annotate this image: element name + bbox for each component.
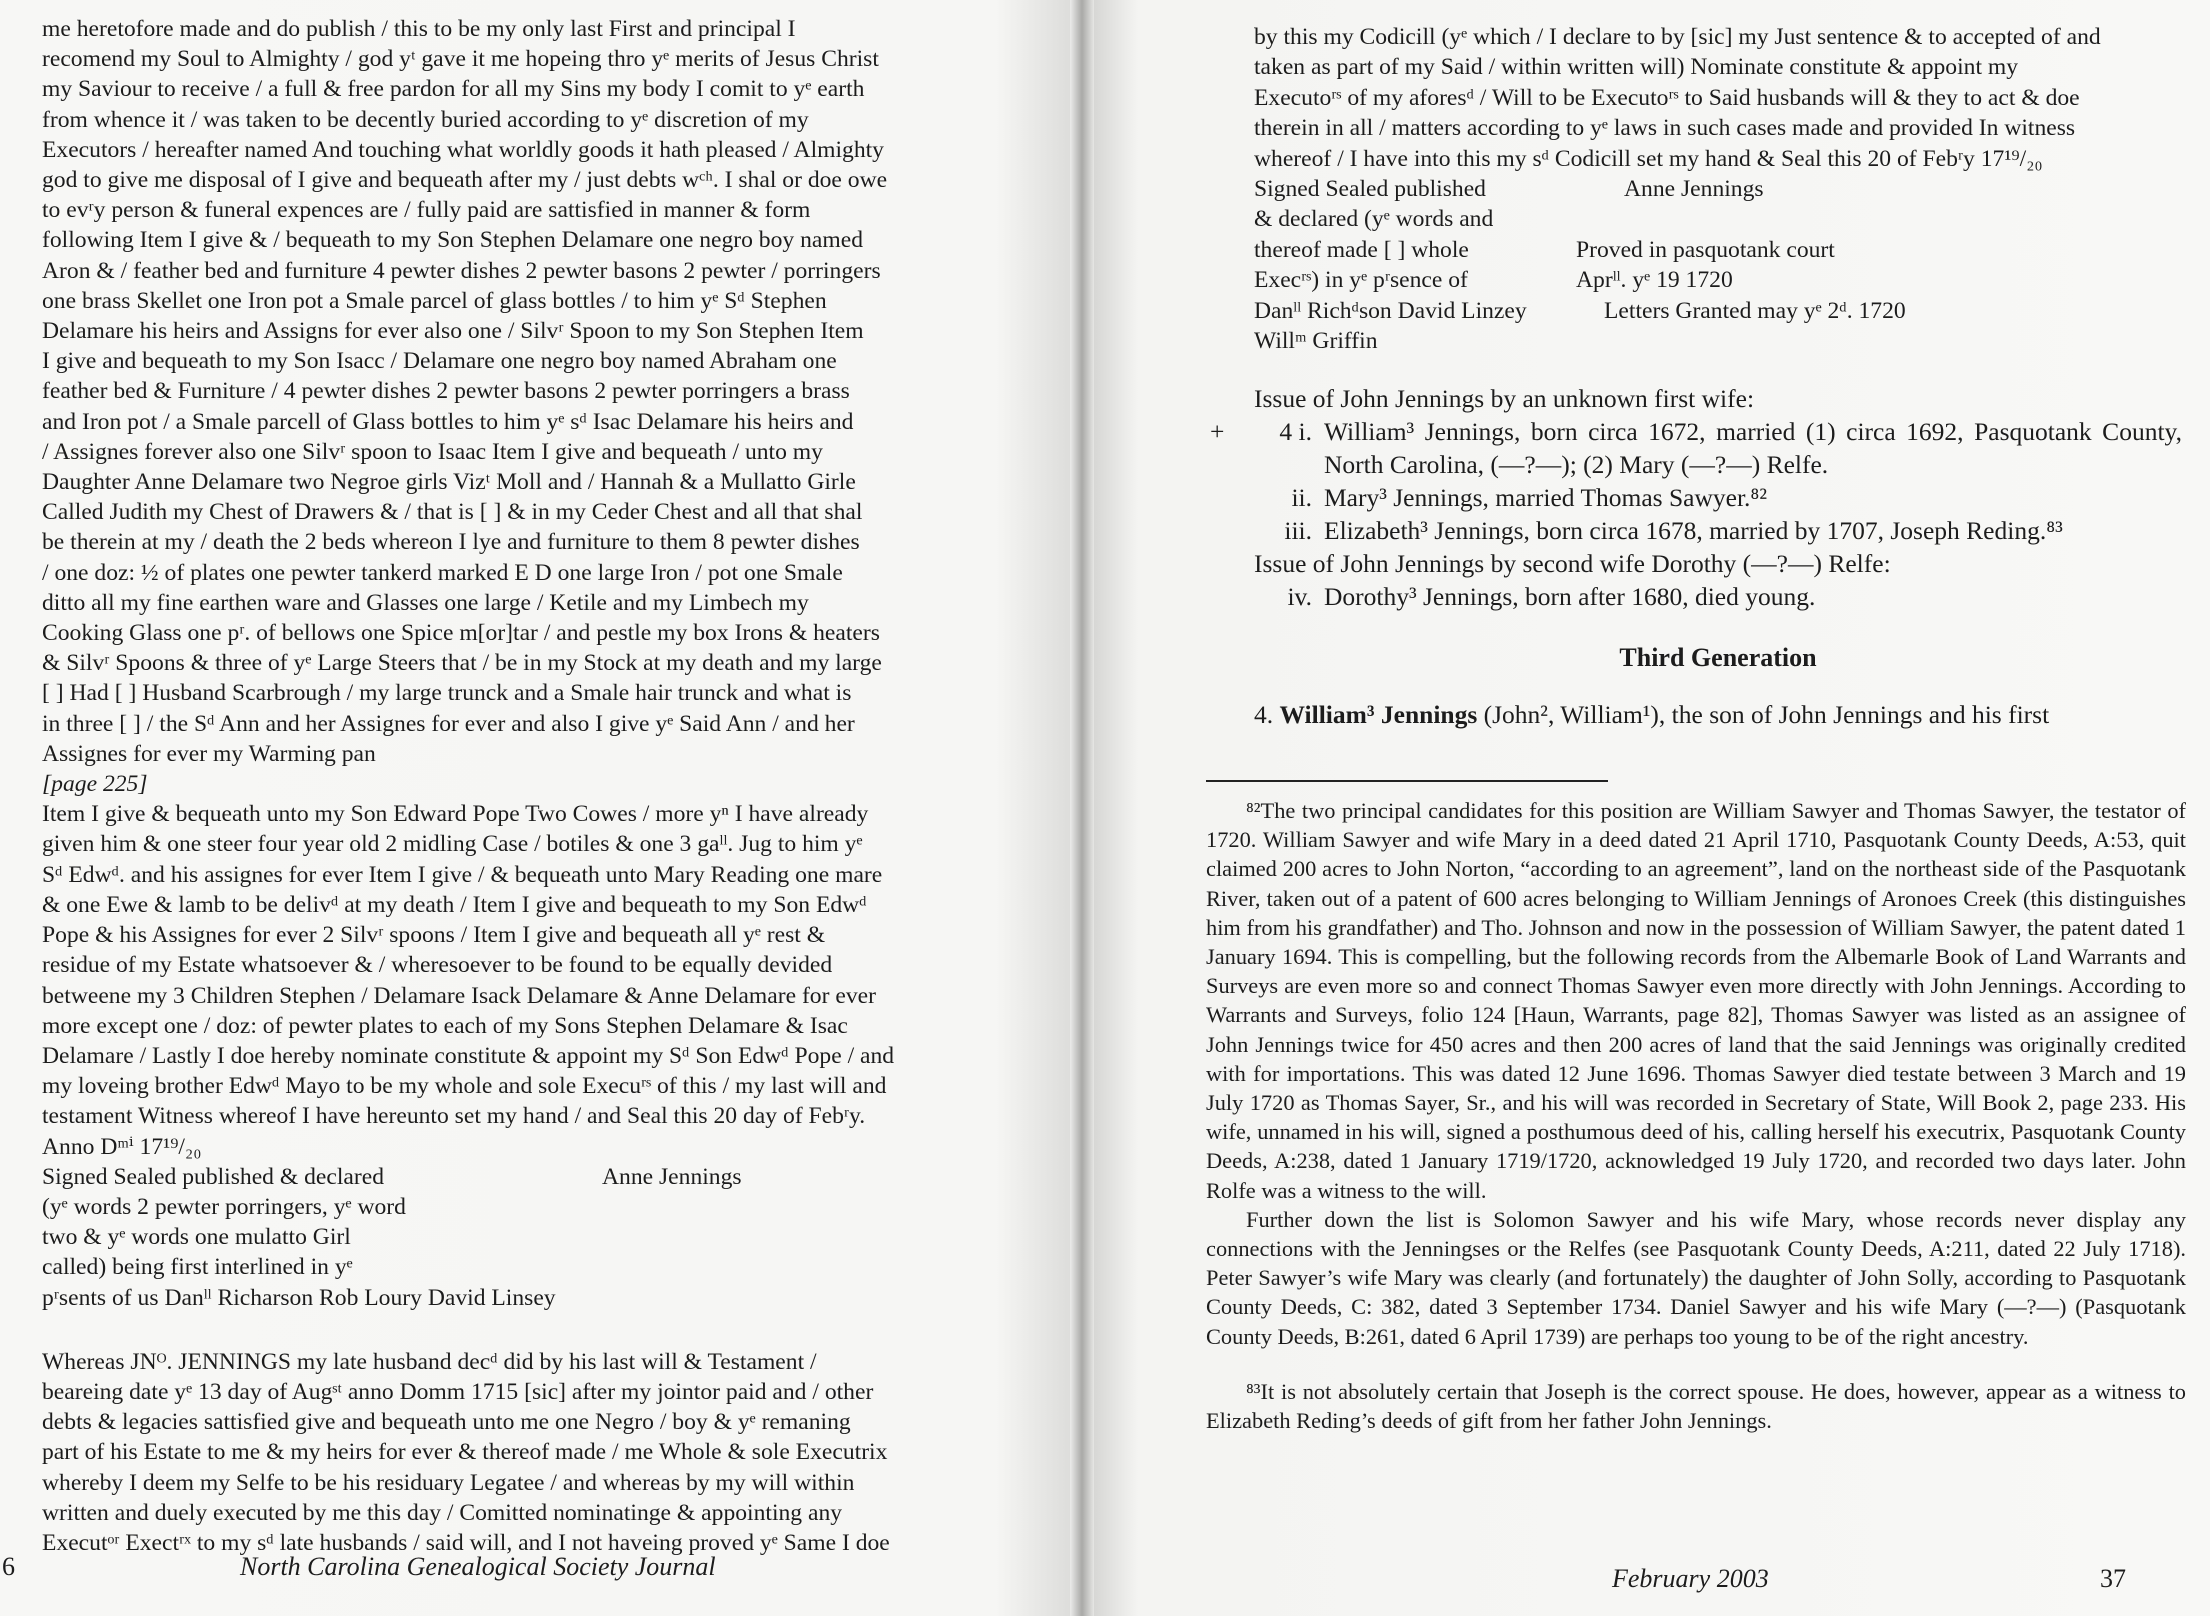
whereas-line: beareing date yᵉ 13 day of Augˢᵗ anno Domm 1715 [sic] after my jointor paid and / other <box>42 1378 874 1405</box>
will-line: in three [ ] / the Sᵈ Ann and her Assignes for ever and also I give yᵉ Said Ann / and her <box>42 710 855 737</box>
footnote-rule <box>1206 780 1608 782</box>
issue-item <box>1254 580 2182 613</box>
signature-block <box>42 1162 922 1313</box>
will-line: Delamare / Lastly I doe hereby nominate constitute & appoint my Sᵈ Son Edwᵈ Pope / and <box>42 1042 895 1069</box>
codicil-signature-grid <box>1254 174 2182 356</box>
whereas-line: Executᵒʳ Exectʳˣ to my sᵈ late husbands / said will, and I not haveing proved yᵉ Same I doe <box>42 1529 890 1556</box>
will-line: betweene my 3 Children Stephen / Delamare Isack Delamare & Anne Delamare for ever <box>42 982 876 1009</box>
will-line: ditto all my fine earthen ware and Glasses one large / Ketile and my Limbech my <box>42 589 809 616</box>
page-marker: [page 225] <box>42 771 148 798</box>
codicil-note-cell <box>1576 326 2182 356</box>
codicil-note-cell: Aprˡˡ. yᵉ 19 1720 <box>1576 267 1733 294</box>
witness-line: two & yᵉ words one mulatto Girl <box>42 1224 351 1251</box>
will-text <box>42 14 922 1558</box>
codicil-line: Executoʳˢ of my aforesᵈ / Will to be Executoʳˢ to Said husbands will & they to act & doe <box>1254 84 2080 111</box>
whereas-line: Whereas JNᴼ. JENNINGS my late husband decᵈ did by his last will & Testament / <box>42 1348 817 1375</box>
issue-text: William³ Jennings, born circa 1672, married (1) circa 1692, Pasquotank County, North Carolina, (—?—); (2) Mary (—?—) Relfe. <box>1324 417 2182 480</box>
will-body-continued <box>42 799 922 1161</box>
codicil-note-cell: Proved in pasquotank court <box>1576 236 1835 263</box>
right-page <box>1082 0 2210 1616</box>
codicil-body <box>1254 22 2182 174</box>
will-line: & Silvʳ Spoons & three of yᵉ Large Steers that / be in my Stock at my death and my large <box>42 650 882 677</box>
will-line: following Item I give & / bequeath to my Son Stephen Delamare one negro boy named <box>42 227 863 254</box>
codicil-text <box>1210 22 2182 730</box>
issue-date: February 2003 <box>1612 1564 1769 1593</box>
issue-marker <box>1210 481 1256 514</box>
will-line: / one doz: ½ of plates one pewter tankerd marked E D one large Iron / pot one Smale <box>42 559 843 586</box>
will-line: Pope & his Assignes for ever 2 Silvʳ spoons / Item I give and bequeath all yᵉ rest & <box>42 922 826 949</box>
issue-text: Mary³ Jennings, married Thomas Sawyer.⁸² <box>1324 483 1767 513</box>
issue-intro-second-wife: Issue of John Jennings by second wife Dorothy (—?—) Relfe: <box>1254 549 1891 579</box>
will-line: given him & one steer four year old 2 midling Case / botiles & one 3 gaˡˡ. Jug to him yᵉ <box>42 831 863 858</box>
will-line: Daughter Anne Delamare two Negroe girls Vizᵗ Moll and / Hannah & a Mullatto Girle <box>42 469 856 496</box>
entry-text: (John², William¹), the son of John Jennings and his first <box>1483 699 2050 729</box>
codicil-witness-cell: Execʳˢ) in yᵉ pʳsence of <box>1254 267 1468 294</box>
will-line: testament Witness whereof I have hereunto set my hand / and Seal this 20 day of Febʳy. <box>42 1103 866 1130</box>
will-line: Assignes for ever my Warming pan <box>42 740 376 767</box>
whereas-paragraph <box>42 1347 922 1558</box>
codicil-witness-cell: Danˡˡ Richᵈson David Linzey <box>1254 297 1527 324</box>
will-line: my Saviour to receive / a full & free pardon for all my Sins my body I comit to yᵉ earth <box>42 76 865 103</box>
will-line: Delamare his heirs and Assigns for ever also one / Silvʳ Spoon to my Son Stephen Item <box>42 318 864 345</box>
left-page <box>0 0 1082 1616</box>
will-line: my loveing brother Edwᵈ Mayo to be my whole and sole Execuʳˢ of this / my last will and <box>42 1073 887 1100</box>
issue-text: Dorothy³ Jennings, born after 1680, died young. <box>1324 582 1816 612</box>
issue-list-first-wife <box>1210 415 2182 547</box>
book-gutter <box>1070 0 1094 1616</box>
will-line: Sᵈ Edwᵈ. and his assignes for ever Item I give / & bequeath unto Mary Reading one mare <box>42 861 883 888</box>
codicil-witness-cell: thereof made [ ] whole <box>1254 236 1469 263</box>
witness-line: pʳsents of us Danˡˡ Richarson Rob Loury David Linsey <box>42 1284 556 1311</box>
issue-number: iii. <box>1284 516 1312 546</box>
will-line: Cooking Glass one pʳ. of bellows one Spice m[or]tar / and pestle my box Irons & heaters <box>42 620 880 647</box>
will-line: recomend my Soul to Almighty / god yᵗ gave it me hopeing thro yᵉ merits of Jesus Christ <box>42 46 879 73</box>
issue-item <box>1254 514 2182 547</box>
genealogy-entry <box>1254 700 2182 730</box>
codicil-line: taken as part of my Said / within written will) Nominate constitute & appoint my <box>1254 54 2019 81</box>
will-line: god to give me disposal of I give and bequeath after my / just debts wᶜʰ. I shal or doe owe <box>42 167 888 194</box>
entry-name: William³ Jennings <box>1279 699 1478 729</box>
will-line: one brass Skellet one Iron pot a Smale parcel of glass bottles / to him yᵉ Sᵈ Stephen <box>42 287 827 314</box>
issue-marker <box>1210 580 1256 613</box>
codicil-line: whereof / I have into this my sᵈ Codicill set my hand & Seal this 20 of Febʳy 17¹⁹/₂₀ <box>1254 145 2043 172</box>
issue-list-second-wife <box>1254 580 2182 613</box>
codicil-line: therein in all / matters according to yᵉ laws in such cases made and provided In witness <box>1254 115 2076 142</box>
witness-line: (yᵉ words 2 pewter porringers, yᵉ word <box>42 1193 406 1220</box>
will-line: [ ] Had [ ] Husband Scarbrough / my large trunck and a Smale hair trunck and what is <box>42 680 852 707</box>
footnote-82: ⁸²The two principal candidates for this position are William Sawyer and Thomas Sawyer, the testator of 1720. William Sawyer and wife Mary in a deed dated 21 April 1710, Pasquotank County Deeds, A:53, quit claimed 200 acres to John Norton, “according to an agreement”, land on the northeast side of the Pasquotank River, taken out of a patent of 600 acres belonging to William Jennings of Aronoes Creek (this distinguishes him from his grandfather) and Tho. Johnson and now in the possession of William Sawyer, the patent dated 1 January 1694. This is compelling, but the following records from the Albemarle Book of Land Warrants and Surveys are even more so and connect Thomas Sawyer even more directly with John Jennings. According to Warrants and Surveys, folio 124 [Haun, Warrants, page 82], Thomas Sawyer was listed as an assignee of John Jennings twice for 450 acres and then 200 acres of land that the said Jennings was originally credited with for importations. This was dated 12 June 1696. Thomas Sawyer died testate between 3 March and 19 July 1720 as Thomas Sayer, Sr., and his will was recorded in Secretary of State, Will Book 2, page 233. His wife, unnamed in his will, signed a posthumous deed of his, calling herself his executrix, Pasquotank County Deeds, A:238, dated 1 January 1719/1720, acknowledged 19 July 1720, and recorded two days later. John Rolfe was a witness to the will. <box>1206 798 2186 1203</box>
will-line: me heretofore made and do publish / this to be my only last First and principal I <box>42 16 796 42</box>
will-line: from whence it / was taken to be decently buried according to yᵉ discretion of my <box>42 106 809 133</box>
issue-section <box>1210 382 2182 613</box>
will-line: and Iron pot / a Smale parcell of Glass bottles to him yᵉ sᵈ Isac Delamare his heirs and <box>42 408 854 435</box>
issue-number: ii. <box>1291 483 1312 513</box>
will-line: feather bed & Furniture / 4 pewter dishes 2 pewter basons 2 pewter porringers a brass <box>42 378 850 405</box>
will-line: Aron & / feather bed and furniture 4 pewter dishes 2 pewter basons 2 pewter / porringers <box>42 257 881 284</box>
will-line: I give and bequeath to my Son Isacc / Delamare one negro boy named Abraham one <box>42 348 837 375</box>
will-line: to evʳy person & funeral expences are / fully paid are sattisfied in manner & form <box>42 197 811 224</box>
codicil-note-cell <box>1576 204 2182 234</box>
witness-lines <box>42 1162 602 1313</box>
codicil-witness-cell: & declared (yᵉ words and <box>1254 206 1494 233</box>
will-line: be therein at my / death the 2 beds whereon I lye and furniture to them 8 pewter dishes <box>42 529 860 556</box>
whereas-line: debts & legacies sattisfied give and bequeath unto me one Negro / boy & yᵉ remaning <box>42 1409 851 1436</box>
testator-signature: Anne Jennings <box>602 1163 742 1190</box>
codicil-note-cell: Letters Granted may yᵉ 2ᵈ. 1720 <box>1604 297 1906 324</box>
codicil-note-cell: Anne Jennings <box>1624 176 1764 203</box>
entry-number: 4. <box>1254 699 1274 729</box>
whereas-line: written and duely executed by me this day / Comitted nominatinge & appointing any <box>42 1499 843 1526</box>
whereas-line: part of his Estate to me & my heirs for ever & thereof made / me Whole & sole Executrix <box>42 1439 888 1466</box>
will-line: residue of my Estate whatsoever & / wheresoever to be found to be equally devided <box>42 952 833 979</box>
codicil-witness-cell: Signed Sealed published <box>1254 176 1486 203</box>
footnote-82-continued: Further down the list is Solomon Sawyer and his wife Mary, whose records never display any connections with the Jenningses or the Relfes (see Pasquotank County Deeds, A:211, dated 22 July 1718). Peter Sawyer’s wife Mary was clearly (and fortunately) the daughter of John Solly, according to Pasquotank County Deeds, C: 382, dated 3 September 1734. Daniel Sawyer and his wife Mary (—?—) (Pasquotank County Deeds, B:261, dated 6 April 1739) are perhaps too young to be of the right ancestry. <box>1206 1206 2186 1349</box>
left-page-number: 6 <box>2 1552 15 1581</box>
issue-marker: + <box>1210 417 1225 447</box>
generation-heading: Third Generation <box>1619 643 1817 673</box>
witness-line: called) being first interlined in yᵉ <box>42 1254 353 1281</box>
will-line: Anno Dᵐⁱ 17¹⁹/₂₀ <box>42 1133 202 1160</box>
will-body <box>42 14 922 769</box>
right-page-number: 37 <box>2100 1564 2126 1593</box>
whereas-line: whereby I deem my Selfe to be his residuary Legatee / and whereas by my will within <box>42 1469 855 1496</box>
footnote-83: ⁸³It is not absolutely certain that Joseph is the correct spouse. He does, however, appear as a witness to Elizabeth Reding’s deeds of gift from her father John Jennings. <box>1206 1378 2186 1434</box>
journal-title: North Carolina Genealogical Society Journal <box>240 1552 716 1581</box>
issue-item <box>1254 481 2182 514</box>
issue-marker <box>1210 514 1256 547</box>
will-line: Item I give & bequeath unto my Son Edward Pope Two Cowes / more yⁿ I have already <box>42 801 869 828</box>
footnotes <box>1206 780 2186 1435</box>
witness-line: Signed Sealed published & declared <box>42 1163 385 1190</box>
issue-item <box>1210 415 2182 481</box>
codicil-line: by this my Codicill (yᵉ which / I declare to by [sic] my Just sentence & to accepted of and <box>1254 24 2101 50</box>
issue-number: iv. <box>1287 582 1312 612</box>
will-line: Executors / hereafter named And touching what worldly goods it hath pleased / Almighty <box>42 136 884 163</box>
codicil-witness-cell: Willᵐ Griffin <box>1254 328 1378 355</box>
will-line: & one Ewe & lamb to be delivᵈ at my death / Item I give and bequeath to my Son Edwᵈ <box>42 891 867 918</box>
will-line: / Assignes forever also one Silvʳ spoon to Isaac Item I give and bequeath / unto my <box>42 438 823 465</box>
will-line: more except one / doz: of pewter plates to each of my Sons Stephen Delamare & Isac <box>42 1012 848 1039</box>
will-line: Called Judith my Chest of Drawers & / that is [ ] & in my Ceder Chest and all that shal <box>42 499 863 526</box>
issue-number: 4 i. <box>1279 417 1312 447</box>
issue-intro-first-wife: Issue of John Jennings by an unknown first wife: <box>1254 384 1755 414</box>
issue-text: Elizabeth³ Jennings, born circa 1678, married by 1707, Joseph Reding.⁸³ <box>1324 516 2063 546</box>
